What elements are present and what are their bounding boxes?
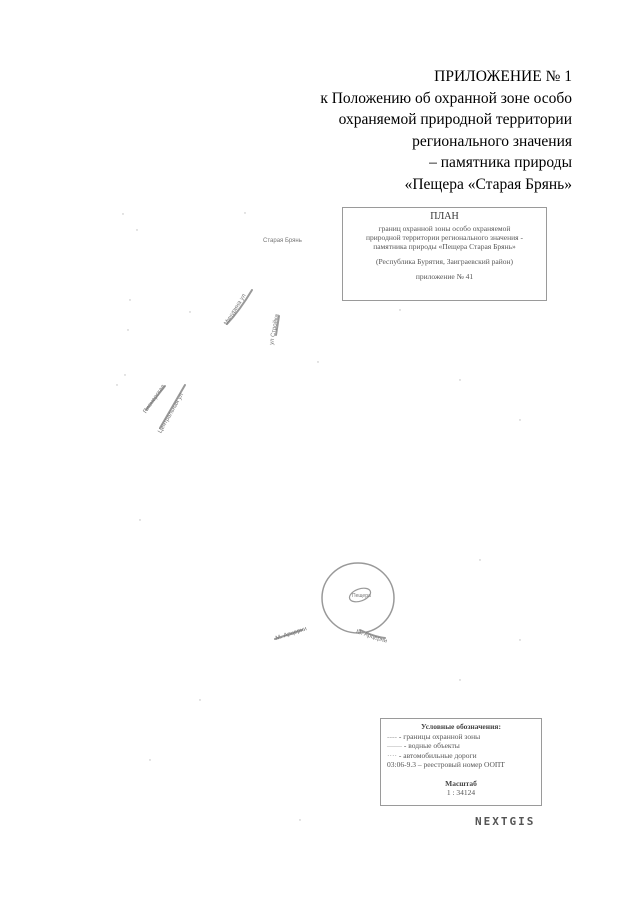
map-label-site: Пещера (352, 593, 371, 599)
plan-desc-line: границ охранной зоны особо охраняемой (378, 224, 511, 233)
map-label-road: М. Арцерни (275, 626, 308, 642)
header-line: «Пещера «Старая Брянь» (404, 175, 572, 193)
map-label-village: Старая Брянь (263, 238, 302, 244)
legend-item-zone (387, 732, 535, 742)
map-label-street: ул Стройка (269, 313, 281, 346)
plan-desc-line: природной территории регионального значения - (366, 233, 523, 242)
plan-title-box (342, 207, 547, 301)
legend-registry: 03:06-9.3 – реестровый номер ООПТ (387, 760, 505, 769)
header-line: охраняемой природной территории (338, 111, 572, 128)
legend-item-water (387, 741, 535, 751)
map-label-street: Мичурина ул (223, 293, 248, 327)
header-line: ПРИЛОЖЕНИЕ № 1 (434, 68, 572, 85)
header-line: к Положению об охранной зоне особо (320, 89, 572, 107)
scale-value: 1 : 34124 (446, 788, 476, 797)
legend-box (380, 718, 542, 806)
header-line: регионального значения (412, 132, 572, 150)
plan-region: (Республика Бурятия, Заиграевский район) (375, 257, 514, 266)
dotted-line-icon: ···· (387, 750, 399, 760)
legend-item-label: - границы охранной зоны (398, 731, 481, 741)
legend-title: Условные обозначения: (421, 722, 501, 731)
map-label-road: М. Арцерни (355, 629, 388, 645)
dashed-line-icon: ---- (387, 731, 399, 741)
legend-item-label: - автомобильные дороги (398, 750, 477, 760)
plan-title: ПЛАН (430, 211, 459, 222)
map-label-street: Центральная ул (157, 392, 186, 435)
nextgis-logo: NEXTGIS (475, 815, 536, 828)
legend-item-label: - водные объекты (403, 741, 460, 750)
header-line: – памятника природы (429, 154, 572, 171)
scale-label: Масштаб (445, 778, 477, 788)
map-label-street: Пионерская (142, 383, 167, 415)
plan-desc-line: памятника природы «Пещера Старая Брянь» (373, 242, 516, 251)
solid-line-icon: —— (387, 741, 404, 750)
plan-appendix: приложение № 41 (415, 272, 474, 281)
legend-item-roads (387, 751, 535, 761)
